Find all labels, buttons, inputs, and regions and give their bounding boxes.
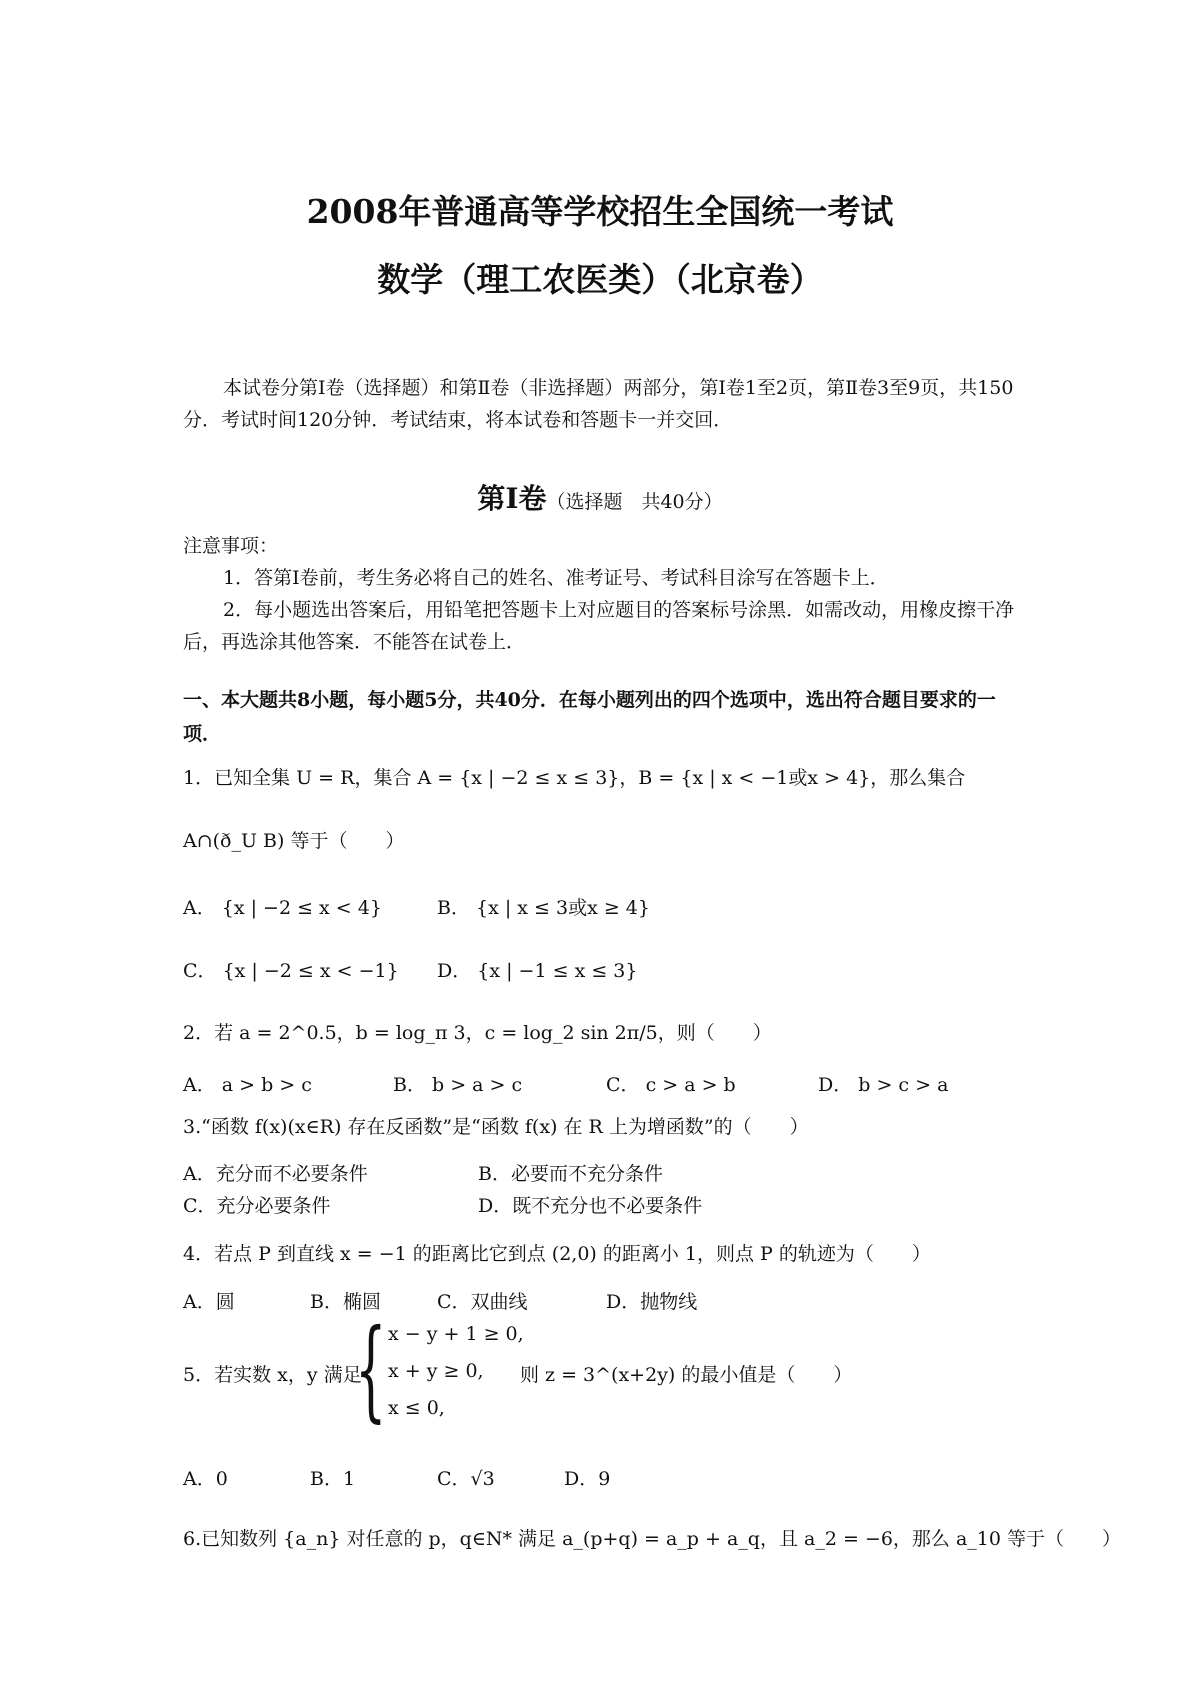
question-2-option-a: A． a > b > c — [183, 1074, 312, 1096]
question-5-condition-1: x − y + 1 ≥ 0, — [388, 1323, 524, 1345]
question-1-option-c: C． {x | −2 ≤ x < −1} — [183, 960, 399, 982]
notes-item-2: 2．每小题选出答案后，用铅笔把答题卡上对应题目的答案标号涂黑．如需改动，用橡皮擦干净后，再选涂其他答案．不能答在试卷上． — [183, 599, 1015, 653]
question-5-condition-3: x ≤ 0, — [388, 1397, 445, 1419]
notes-item-1: 1．答第Ⅰ卷前，考生务必将自己的姓名、准考证号、考试科目涂写在答题卡上． — [223, 567, 889, 589]
question-1-line-1: 1．已知全集 U = R，集合 A = {x | −2 ≤ x ≤ 3}，B = {x | x < −1或x > 4}，那么集合 — [183, 767, 966, 789]
question-4-option-a: A．圆 — [183, 1291, 235, 1313]
exam-subtitle: 数学（理工农医类）（北京卷） — [377, 260, 823, 299]
question-4-option-c: C．双曲线 — [437, 1291, 528, 1313]
question-3-option-c: C．充分必要条件 — [183, 1195, 331, 1217]
question-2-option-c: C． c > a > b — [606, 1074, 736, 1096]
question-1-line-2: A∩(ð_U B) 等于（ ） — [183, 830, 405, 852]
question-4-option-d: D．抛物线 — [606, 1291, 698, 1313]
section-note: （选择题 共40分） — [546, 491, 723, 513]
question-5-option-c: C．√3 — [437, 1468, 495, 1490]
system-brace-icon: { — [355, 1305, 387, 1433]
notes-block — [183, 530, 1023, 658]
intro-paragraph: 本试卷分第Ⅰ卷（选择题）和第Ⅱ卷（非选择题）两部分，第Ⅰ卷1至2页，第Ⅱ卷3至9页，共150分．考试时间120分钟．考试结束，将本试卷和答题卡一并交回． — [183, 377, 1014, 431]
question-4-option-b: B．椭圆 — [310, 1291, 381, 1313]
question-5-option-b: B．1 — [310, 1468, 356, 1490]
question-5-option-a: A．0 — [183, 1468, 228, 1490]
section-heading — [0, 477, 1200, 517]
question-2-option-b: B． b > a > c — [393, 1074, 523, 1096]
section-title: 第Ⅰ卷 — [477, 482, 547, 515]
notes-heading: 注意事项： — [183, 535, 279, 557]
part-one-instructions: 一、本大题共8小题，每小题5分，共40分．在每小题列出的四个选项中，选出符合题目要求的一项． — [183, 689, 996, 745]
question-1-option-d: D． {x | −1 ≤ x ≤ 3} — [437, 960, 638, 982]
exam-title: 2008年普通高等学校招生全国统一考试 — [306, 192, 894, 231]
question-2-option-d: D． b > c > a — [818, 1074, 949, 1096]
question-2-stem: 2．若 a = 2^0.5，b = log_π 3，c = log_2 sin 2π/5，则（ ） — [183, 1022, 772, 1044]
question-6-stem: 6.已知数列 {a_n} 对任意的 p，q∈N* 满足 a_(p+q) = a_p + a_q，且 a_2 = −6，那么 a_10 等于（ ） — [183, 1528, 1122, 1550]
question-5-option-d: D．9 — [564, 1468, 611, 1490]
question-3-stem: 3.“函数 f(x)(x∈R) 存在反函数”是“函数 f(x) 在 R 上为增函数”的（ ） — [183, 1116, 809, 1138]
question-1-option-b: B． {x | x ≤ 3或x ≥ 4} — [437, 897, 650, 919]
question-1-option-a: A． {x | −2 ≤ x < 4} — [183, 897, 382, 919]
question-5-stem-right: 则 z = 3^(x+2y) 的最小值是（ ） — [520, 1364, 853, 1386]
question-5-condition-2: x + y ≥ 0, — [388, 1360, 484, 1382]
question-3-option-a: A．充分而不必要条件 — [183, 1163, 368, 1185]
question-5-stem-left: 5．若实数 x，y 满足 — [183, 1364, 362, 1386]
question-3-option-d: D．既不充分也不必要条件 — [478, 1195, 703, 1217]
question-3-option-b: B．必要而不充分条件 — [478, 1163, 663, 1185]
question-4-stem: 4．若点 P 到直线 x = −1 的距离比它到点 (2,0) 的距离小 1，则点 P 的轨迹为（ ） — [183, 1243, 931, 1265]
